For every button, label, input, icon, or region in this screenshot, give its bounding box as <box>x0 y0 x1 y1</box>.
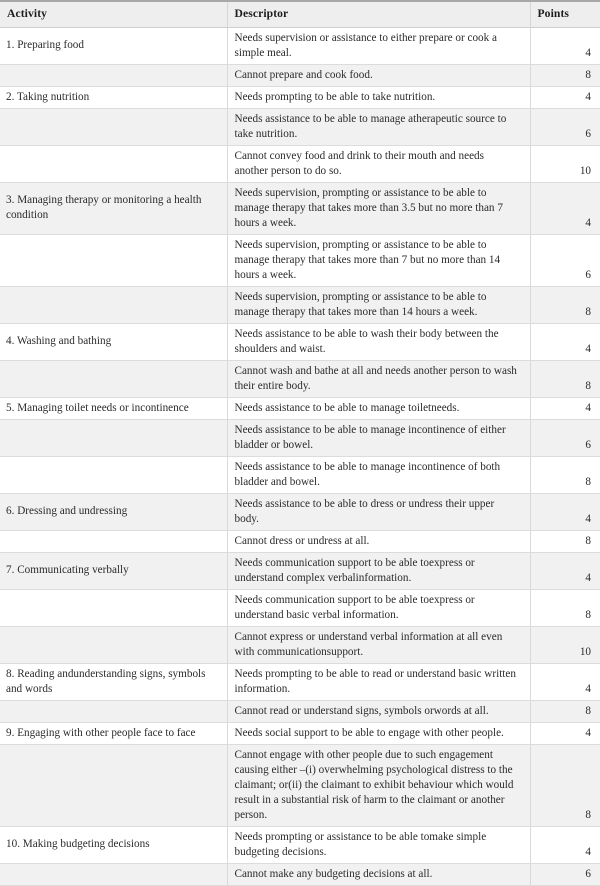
table-row <box>0 145 600 182</box>
activity-label: 3. Managing therapy or monitoring a health condition <box>0 182 227 234</box>
descriptor-text: Cannot convey food and drink to their mouth and needs another person to do so. <box>227 145 530 182</box>
table-row <box>0 323 600 360</box>
table-row <box>0 64 600 86</box>
table-row <box>0 589 600 626</box>
table-row <box>0 826 600 863</box>
activity-label-empty <box>0 64 227 86</box>
points-value: 4 <box>530 493 600 530</box>
descriptor-text: Needs supervision or assistance to either prepare or cook a simple meal. <box>227 27 530 64</box>
points-value: 4 <box>530 397 600 419</box>
table-row <box>0 530 600 552</box>
points-value: 4 <box>530 722 600 744</box>
descriptor-text: Needs assistance to be able to wash their body between the shoulders and waist. <box>227 323 530 360</box>
activity-label: 8. Reading andunderstanding signs, symbols and words <box>0 663 227 700</box>
points-value: 4 <box>530 826 600 863</box>
table-row <box>0 700 600 722</box>
points-value: 4 <box>530 552 600 589</box>
descriptor-text: Needs assistance to be able to manage incontinence of either bladder or bowel. <box>227 419 530 456</box>
activity-label-empty <box>0 286 227 323</box>
table-row <box>0 722 600 744</box>
descriptor-text: Needs communication support to be able toexpress or understand basic verbal information. <box>227 589 530 626</box>
points-value: 8 <box>530 64 600 86</box>
activity-label: 7. Communicating verbally <box>0 552 227 589</box>
activity-label-empty <box>0 145 227 182</box>
table-row <box>0 108 600 145</box>
column-header-descriptor: Descriptor <box>227 1 530 27</box>
table-row <box>0 360 600 397</box>
points-value: 4 <box>530 86 600 108</box>
descriptor-text: Needs social support to be able to engage with other people. <box>227 722 530 744</box>
points-value: 8 <box>530 360 600 397</box>
activity-label: 1. Preparing food <box>0 27 227 64</box>
table-row <box>0 286 600 323</box>
activity-label-empty <box>0 360 227 397</box>
activity-label-empty <box>0 234 227 286</box>
table-row <box>0 397 600 419</box>
activity-label: 6. Dressing and undressing <box>0 493 227 530</box>
descriptor-text: Cannot express or understand verbal information at all even with communicationsupport. <box>227 626 530 663</box>
table-row <box>0 234 600 286</box>
points-value: 6 <box>530 108 600 145</box>
activity-label: 2. Taking nutrition <box>0 86 227 108</box>
descriptor-text: Needs prompting to be able to read or understand basic written information. <box>227 663 530 700</box>
descriptor-text: Cannot engage with other people due to such engagement causing either –(i) overwhelming psychological distress to the claimant; or(ii) the claimant to exhibit behaviour which would result in a substantial risk of harm to the claimant or another person. <box>227 744 530 826</box>
points-value: 8 <box>530 744 600 826</box>
activity-label-empty <box>0 700 227 722</box>
activity-label-empty <box>0 530 227 552</box>
descriptor-text: Cannot wash and bathe at all and needs another person to wash their entire body. <box>227 360 530 397</box>
column-header-activity: Activity <box>0 1 227 27</box>
descriptor-text: Needs supervision, prompting or assistance to be able to manage therapy that takes more than 3.5 but no more than 7 hours a week. <box>227 182 530 234</box>
descriptor-text: Needs assistance to be able to manage atherapeutic source to take nutrition. <box>227 108 530 145</box>
table-row <box>0 626 600 663</box>
table-row <box>0 552 600 589</box>
table-row <box>0 27 600 64</box>
points-value: 10 <box>530 145 600 182</box>
activity-label: 9. Engaging with other people face to face <box>0 722 227 744</box>
table-row <box>0 663 600 700</box>
points-value: 8 <box>530 700 600 722</box>
table-row <box>0 86 600 108</box>
points-value: 6 <box>530 863 600 885</box>
activity-label-empty <box>0 744 227 826</box>
activity-label-empty <box>0 108 227 145</box>
descriptor-text: Needs assistance to be able to manage incontinence of both bladder and bowel. <box>227 456 530 493</box>
activity-label-empty <box>0 419 227 456</box>
activity-label-empty <box>0 589 227 626</box>
descriptor-text: Needs assistance to be able to dress or undress their upper body. <box>227 493 530 530</box>
points-value: 4 <box>530 663 600 700</box>
points-value: 10 <box>530 626 600 663</box>
descriptor-text: Needs communication support to be able toexpress or understand complex verbalinformation. <box>227 552 530 589</box>
descriptor-text: Needs prompting to be able to take nutrition. <box>227 86 530 108</box>
activity-label-empty <box>0 456 227 493</box>
activity-label-empty <box>0 863 227 885</box>
table-row <box>0 456 600 493</box>
activity-label-empty <box>0 626 227 663</box>
points-value: 8 <box>530 589 600 626</box>
table-header-row <box>0 1 600 27</box>
points-value: 4 <box>530 323 600 360</box>
activity-label: 4. Washing and bathing <box>0 323 227 360</box>
table-body <box>0 27 600 885</box>
points-value: 6 <box>530 234 600 286</box>
points-value: 8 <box>530 456 600 493</box>
activity-label: 5. Managing toilet needs or incontinence <box>0 397 227 419</box>
descriptor-text: Cannot read or understand signs, symbols orwords at all. <box>227 700 530 722</box>
table-header <box>0 1 600 27</box>
column-header-points: Points <box>530 1 600 27</box>
descriptor-text: Cannot dress or undress at all. <box>227 530 530 552</box>
descriptor-text: Cannot make any budgeting decisions at all. <box>227 863 530 885</box>
table-row <box>0 493 600 530</box>
table-row <box>0 419 600 456</box>
table-row <box>0 182 600 234</box>
points-value: 4 <box>530 27 600 64</box>
descriptor-text: Needs prompting or assistance to be able tomake simple budgeting decisions. <box>227 826 530 863</box>
descriptor-text: Needs supervision, prompting or assistance to be able to manage therapy that takes more than 7 but no more than 14 hours a week. <box>227 234 530 286</box>
table-row <box>0 863 600 885</box>
points-value: 8 <box>530 530 600 552</box>
points-value: 8 <box>530 286 600 323</box>
descriptor-text: Cannot prepare and cook food. <box>227 64 530 86</box>
descriptor-text: Needs supervision, prompting or assistance to be able to manage therapy that takes more than 14 hours a week. <box>227 286 530 323</box>
activity-label: 10. Making budgeting decisions <box>0 826 227 863</box>
descriptor-text: Needs assistance to be able to manage toiletneeds. <box>227 397 530 419</box>
points-value: 6 <box>530 419 600 456</box>
table-row <box>0 744 600 826</box>
points-value: 4 <box>530 182 600 234</box>
